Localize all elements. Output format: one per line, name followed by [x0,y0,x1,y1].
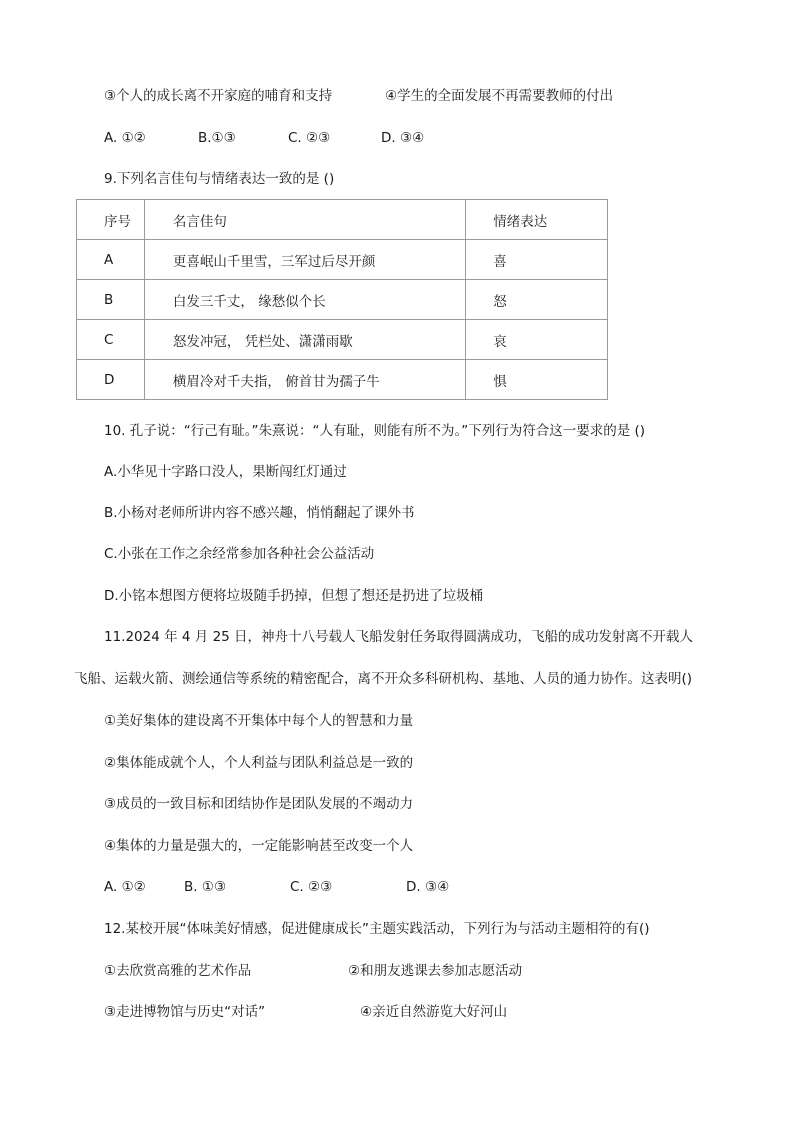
item-4: ④学生的全面发展不再需要教师的付出 [385,88,614,104]
option-d[interactable]: D. ③④ [381,130,425,146]
row-index: D [77,360,145,400]
row-emotion: 怒 [466,280,608,320]
header-emotion: 情绪表达 [466,200,608,240]
question-11-stem-line-2: 飞船、运载火箭、测绘通信等系统的精密配合，离不开众多科研机构、基地、人员的通力协作。这表明() [74,671,693,687]
table-row [77,280,608,320]
row-quote: 怒发冲冠， 凭栏处、潇潇雨歇 [144,320,465,360]
header-index: 序号 [77,200,145,240]
question-12-items-row-2 [104,1003,508,1021]
question-9-stem: 9.下列名言佳句与情绪表达一致的是 () [104,171,335,187]
option-c[interactable]: C. ②③ [290,879,333,895]
question-11-item-4: ④集体的力量是强大的，一定能影响甚至改变一个人 [104,838,414,854]
question-10-option-a[interactable]: A.小华见十字路口没人，果断闯红灯通过 [104,464,347,480]
table-row [77,240,608,280]
row-emotion: 哀 [466,320,608,360]
question-12-items-row-1 [104,962,523,980]
question-11-stem-line-1: 11.2024 年 4 月 25 日，神舟十八号载人飞船发射任务取得圆满成功，飞船的成功发射离不开载人 [104,629,694,645]
table-row [77,360,608,400]
question-10-option-b[interactable]: B.小杨对老师所讲内容不感兴趣，悄悄翻起了课外书 [104,505,415,521]
row-emotion: 喜 [466,240,608,280]
question-11-item-1: ①美好集体的建设离不开集体中每个人的智慧和力量 [104,713,414,729]
option-b[interactable]: B. ①③ [184,879,227,895]
row-index: C [77,320,145,360]
row-emotion: 惧 [466,360,608,400]
question-9-table [76,199,608,400]
option-a[interactable]: A. ①② [104,130,146,146]
header-quote: 名言佳句 [144,200,465,240]
question-10-option-d[interactable]: D.小铭本想图方便将垃圾随手扔掉，但想了想还是扔进了垃圾桶 [104,588,484,604]
question-12-stem: 12.某校开展“体味美好情感，促进健康成长”主题实践活动，下列行为与活动主题相符的有() [104,921,650,937]
option-a[interactable]: A. ①② [104,879,146,895]
row-quote: 横眉冷对千夫指， 俯首甘为孺子牛 [144,360,465,400]
item-2: ②和朋友逃课去参加志愿活动 [348,963,523,979]
row-index: B [77,280,145,320]
question-11-item-3: ③成员的一致目标和团结协作是团队发展的不竭动力 [104,796,414,812]
row-quote: 更喜岷山千里雪，三军过后尽开颜 [144,240,465,280]
item-1: ①去欣赏高雅的艺术作品 [104,963,252,979]
table-row [77,320,608,360]
row-index: A [77,240,145,280]
question-11-item-2: ②集体能成就个人，个人利益与团队利益总是一致的 [104,755,414,771]
option-b[interactable]: B.①③ [198,130,236,146]
option-c[interactable]: C. ②③ [288,130,331,146]
table-header-row [77,200,608,240]
item-3: ③个人的成长离不开家庭的哺育和支持 [104,88,333,104]
item-4: ④亲近自然游览大好河山 [360,1004,508,1020]
item-3: ③走进博物馆与历史“对话” [104,1004,266,1020]
previous-question-items [104,87,614,105]
row-quote: 白发三千丈， 缘愁似个长 [144,280,465,320]
question-10-option-c[interactable]: C.小张在工作之余经常参加各种社会公益活动 [104,546,375,562]
option-d[interactable]: D. ③④ [406,879,450,895]
question-10-stem: 10. 孔子说：“行己有耻。”朱熹说：“人有耻，则能有所不为。”下列行为符合这一要求的是 () [104,423,646,439]
